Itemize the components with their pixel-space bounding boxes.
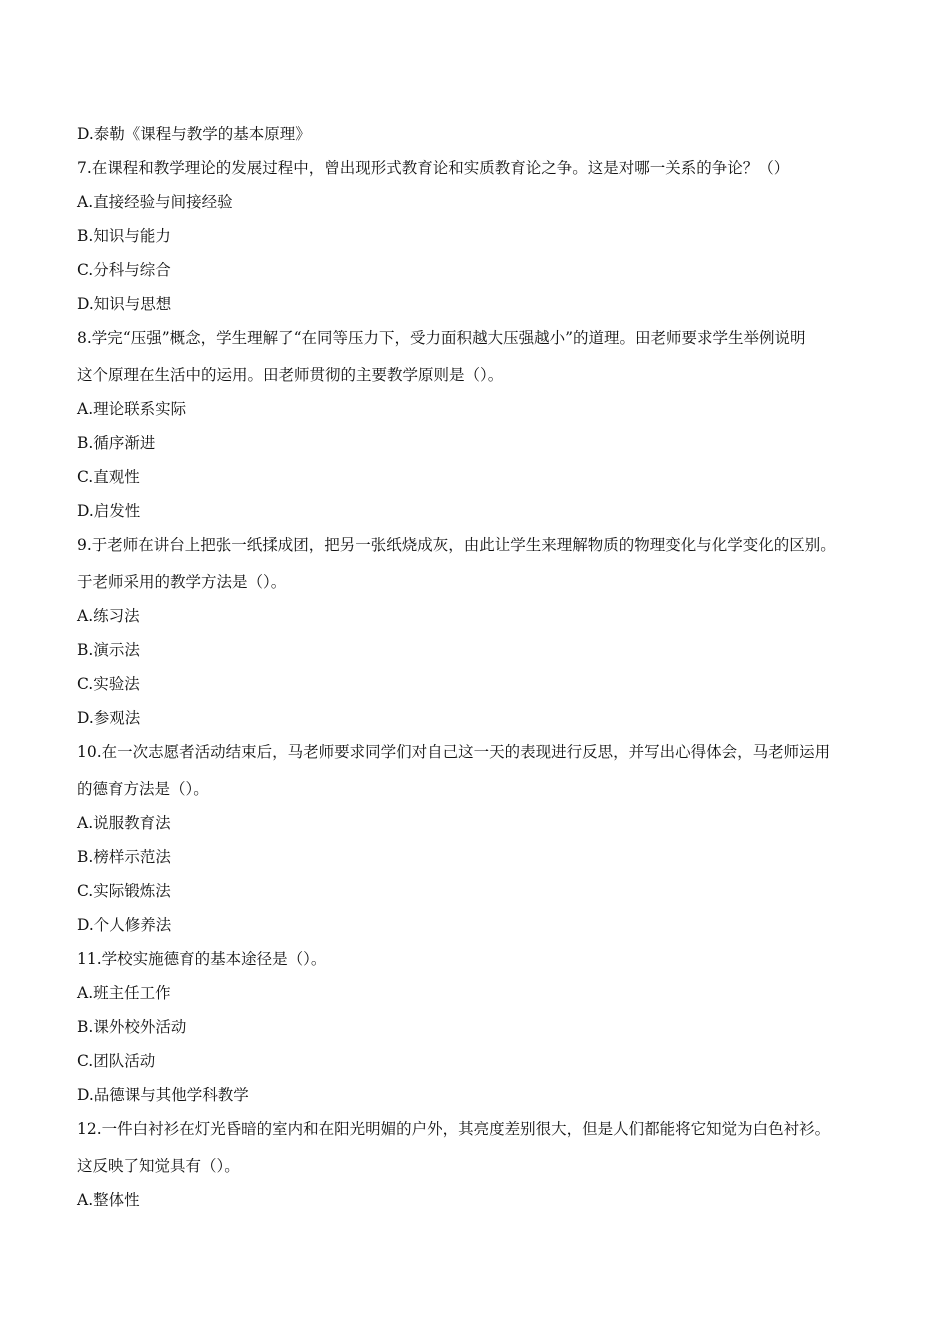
option-10b: B.榜样示范法 [77,848,171,866]
option-10c: C.实际锻炼法 [77,882,171,900]
question-9-continued: 于老师采用的教学方法是（）。 [77,573,287,591]
question-9: 9.于老师在讲台上把张一纸揉成团，把另一张纸烧成灰，由此让学生来理解物质的物理变化与化学变化的区别。 [77,536,836,554]
option-7a: A.直接经验与间接经验 [77,193,233,211]
option-9b: B.演示法 [77,641,140,659]
question-11: 11.学校实施德育的基本途径是（）。 [77,950,327,968]
option-11a: A.班主任工作 [77,984,171,1002]
option-8b: B.循序渐进 [77,434,156,452]
option-8a: A.理论联系实际 [77,400,187,418]
option-11b: B.课外校外活动 [77,1018,187,1036]
option-8d: D.启发性 [77,502,141,520]
option-7d: D.知识与思想 [77,295,172,313]
question-10-continued: 的德育方法是（）。 [77,780,209,798]
option-11d: D.品德课与其他学科教学 [77,1086,249,1104]
question-12: 12.一件白衬衫在灯光昏暗的室内和在阳光明媚的户外，其亮度差别很大，但是人们都能将它知觉为白色衬衫。 [77,1120,831,1138]
option-7c: C.分科与综合 [77,261,171,279]
document-body [77,123,887,1211]
option-10d: D.个人修养法 [77,916,172,934]
question-10: 10.在一次志愿者活动结束后，马老师要求同学们对自己这一天的表现进行反思，并写出心得体会，马老师运用 [77,743,831,761]
option-7b: B.知识与能力 [77,227,171,245]
option-9c: C.实验法 [77,675,140,693]
option-10a: A.说服教育法 [77,814,171,832]
question-7: 7.在课程和教学理论的发展过程中，曾出现形式教育论和实质教育论之争。这是对哪一关系的争论？（） [77,159,790,177]
option-9d: D.参观法 [77,709,141,727]
option-8c: C.直观性 [77,468,140,486]
option-9a: A.练习法 [77,607,140,625]
question-8-continued: 这个原理在生活中的运用。田老师贯彻的主要教学原则是（）。 [77,366,504,384]
question-8: 8.学完“压强”概念，学生理解了“在同等压力下，受力面积越大压强越小”的道理。田老师要求学生举例说明 [77,329,806,347]
option-12a: A.整体性 [77,1191,140,1209]
option-11c: C.团队活动 [77,1052,156,1070]
option-6d: D.泰勒《课程与教学的基本原理》 [77,125,311,143]
question-12-continued: 这反映了知觉具有（）。 [77,1157,240,1175]
